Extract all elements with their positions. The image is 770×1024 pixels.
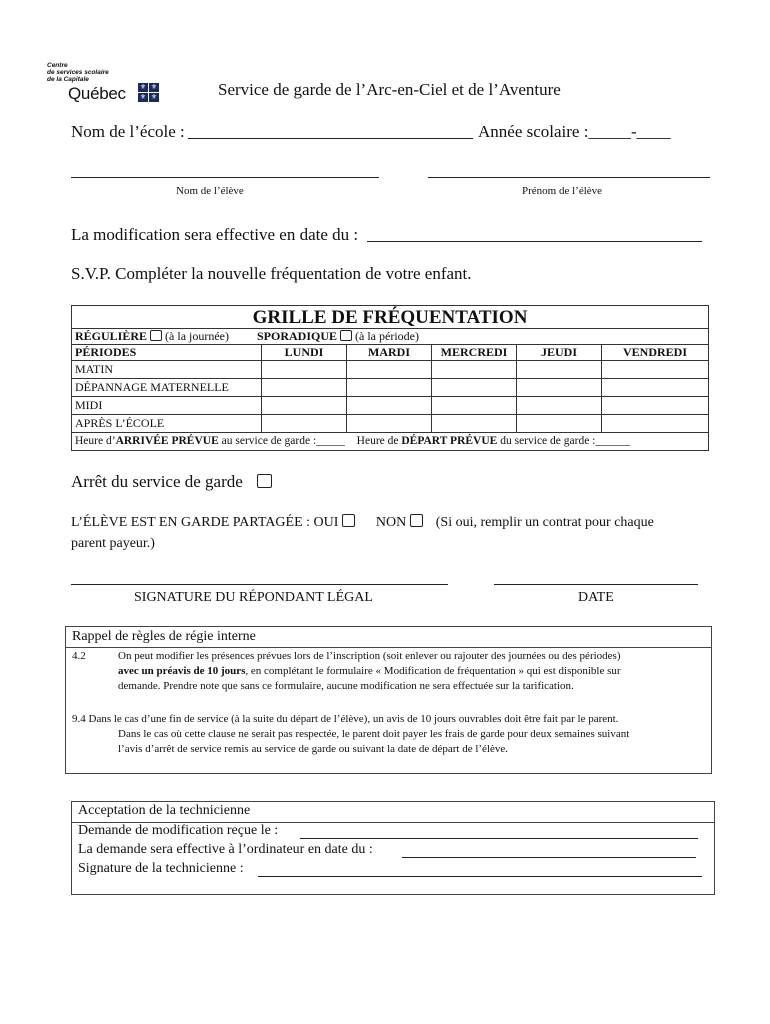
signature-technicienne-label: Signature de la technicienne : (78, 861, 244, 876)
rule-1-line-3: demande. Prendre note que sans ce formulaire, aucune modification ne sera effectuée sur la tarification. (118, 680, 574, 692)
rule-1-bold: avec un préavis de 10 jours (118, 665, 246, 677)
logo-line-3: de la Capitale (47, 76, 89, 83)
grid-title: GRILLE DE FRÉQUENTATION (72, 306, 709, 329)
reguliere-checkbox[interactable] (150, 330, 162, 341)
table-row (72, 397, 709, 415)
effective-label: La modification sera effective en date du : (71, 225, 359, 244)
frequency-type-row (72, 329, 709, 345)
table-row (72, 361, 709, 379)
grid-cell[interactable] (262, 397, 347, 415)
rule-1-line-2 (118, 664, 708, 679)
arrivee-pre: Heure d’ (75, 435, 116, 447)
effective-date-field[interactable] (367, 241, 702, 242)
reguliere-note: (à la journée) (165, 329, 229, 343)
logo-wordmark: Québec (68, 84, 126, 103)
effective-ordi-field[interactable] (402, 857, 696, 858)
effective-ordi-label: La demande sera effective à l’ordinateur en date du : (78, 842, 373, 857)
grid-cell[interactable] (432, 361, 517, 379)
table-row (72, 379, 709, 397)
grid-cell[interactable] (432, 379, 517, 397)
grid-cell[interactable] (347, 379, 432, 397)
page-title: Service de garde de l’Arc-en-Ciel et de l’Aventure (218, 80, 561, 99)
partagee-note-2: parent payeur.) (71, 536, 155, 551)
rule-1-line-1: On peut modifier les présences prévues lors de l’inscription (soit enlever ou rajouter des journées ou des périodes) (118, 650, 621, 662)
depart-post: du service de garde :______ (497, 435, 630, 447)
signature-date-field[interactable] (494, 584, 698, 585)
header-lundi: LUNDI (262, 345, 347, 361)
grid-cell[interactable] (602, 361, 709, 379)
grid-cell[interactable] (432, 415, 517, 433)
rule-2-line-2: Dans le cas où cette clause ne serait pas respectée, le parent doit payer les frais de garde pour deux semaines suivant (118, 728, 630, 740)
arret-label: Arrêt du service de garde (71, 472, 243, 491)
fleur-de-lis-icon: ⚜ ⚜ ⚜ ⚜ (139, 83, 158, 101)
signature-date-label: DATE (578, 590, 614, 605)
arret-checkbox[interactable] (257, 474, 272, 488)
header-jeudi: JEUDI (517, 345, 602, 361)
partagee-block (71, 512, 721, 554)
grid-cell[interactable] (517, 415, 602, 433)
demande-date-field[interactable] (300, 838, 698, 839)
period-label: APRÈS L’ÉCOLE (72, 415, 262, 433)
grid-cell[interactable] (517, 397, 602, 415)
grid-cell[interactable] (347, 415, 432, 433)
rappel-box (65, 626, 712, 774)
ecole-field[interactable] (188, 138, 473, 139)
nom-eleve-label: Nom de l’élève (176, 185, 244, 197)
grid-cell[interactable] (262, 415, 347, 433)
period-label: MIDI (72, 397, 262, 415)
depart-bold: DÉPART PRÉVUE (401, 435, 498, 447)
grid-cell[interactable] (432, 397, 517, 415)
depart-pre: Heure de (356, 435, 402, 447)
arrivee-post: au service de garde :_____ (218, 435, 345, 447)
arrivee-bold: ARRIVÉE PRÉVUE (115, 435, 219, 447)
sporadique-checkbox[interactable] (340, 330, 352, 341)
grid-cell[interactable] (347, 397, 432, 415)
rule-1-text (118, 649, 708, 694)
reguliere-label: RÉGULIÈRE (75, 329, 148, 343)
prenom-eleve-label: Prénom de l’élève (522, 185, 603, 197)
grid-cell[interactable] (517, 361, 602, 379)
ecole-label: Nom de l’école : (71, 122, 185, 141)
rule-2-text (72, 712, 708, 757)
non-label: NON (375, 515, 407, 530)
period-label: DÉPANNAGE MATERNELLE (72, 379, 262, 397)
arret-row (71, 472, 272, 492)
nom-eleve-field[interactable] (71, 177, 379, 178)
partagee-label: L’ÉLÈVE EST EN GARDE PARTAGÉE : OUI (71, 515, 339, 530)
rule-2-line-1: 9.4 Dans le cas d’une fin de service (à la suite du départ de l’élève), un avis de 10 jours ouvrables doit être fait par le parent. (72, 713, 619, 725)
grid-cell[interactable] (602, 415, 709, 433)
technicienne-title: Acceptation de la technicienne (72, 802, 714, 823)
oui-checkbox[interactable] (342, 514, 355, 527)
rule-2-line-3: l’avis d’arrêt de service remis au service de garde ou suivant la date de départ de l’élève. (118, 743, 509, 755)
technicienne-box (71, 801, 715, 895)
logo (47, 62, 109, 83)
signature-repondant-label: SIGNATURE DU RÉPONDANT LÉGAL (134, 590, 373, 605)
annee-label: Année scolaire :_____-____ (478, 122, 671, 141)
grid-cell[interactable] (347, 361, 432, 379)
header-mercredi: MERCREDI (432, 345, 517, 361)
rappel-title: Rappel de règles de régie interne (66, 627, 711, 648)
attendance-grid (71, 305, 709, 451)
sporadique-label: SPORADIQUE (257, 329, 338, 343)
logo-line-2: de services scolaire (47, 69, 109, 76)
rule-1-number: 4.2 (72, 650, 86, 662)
instruction-text: S.V.P. Compléter la nouvelle fréquentation de votre enfant. (71, 264, 472, 283)
grid-cell[interactable] (602, 397, 709, 415)
grid-cell[interactable] (262, 379, 347, 397)
demande-label: Demande de modification reçue le : (78, 823, 279, 838)
signature-technicienne-field[interactable] (258, 876, 702, 877)
non-checkbox[interactable] (410, 514, 423, 527)
arrival-departure-row (72, 433, 709, 451)
signature-repondant-field[interactable] (71, 584, 448, 585)
header-vendredi: VENDREDI (602, 345, 709, 361)
sporadique-note: (à la période) (355, 329, 419, 343)
header-periodes: PÉRIODES (72, 345, 262, 361)
partagee-note: (Si oui, remplir un contrat pour chaque (435, 515, 654, 530)
grid-cell[interactable] (517, 379, 602, 397)
grid-cell[interactable] (262, 361, 347, 379)
header-mardi: MARDI (347, 345, 432, 361)
logo-line-1: Centre (47, 62, 68, 69)
rule-1-line-2-text: , en complétant le formulaire « Modification de fréquentation » qui est disponible sur (245, 665, 621, 677)
period-label: MATIN (72, 361, 262, 379)
grid-cell[interactable] (602, 379, 709, 397)
table-row (72, 415, 709, 433)
prenom-eleve-field[interactable] (428, 177, 710, 178)
